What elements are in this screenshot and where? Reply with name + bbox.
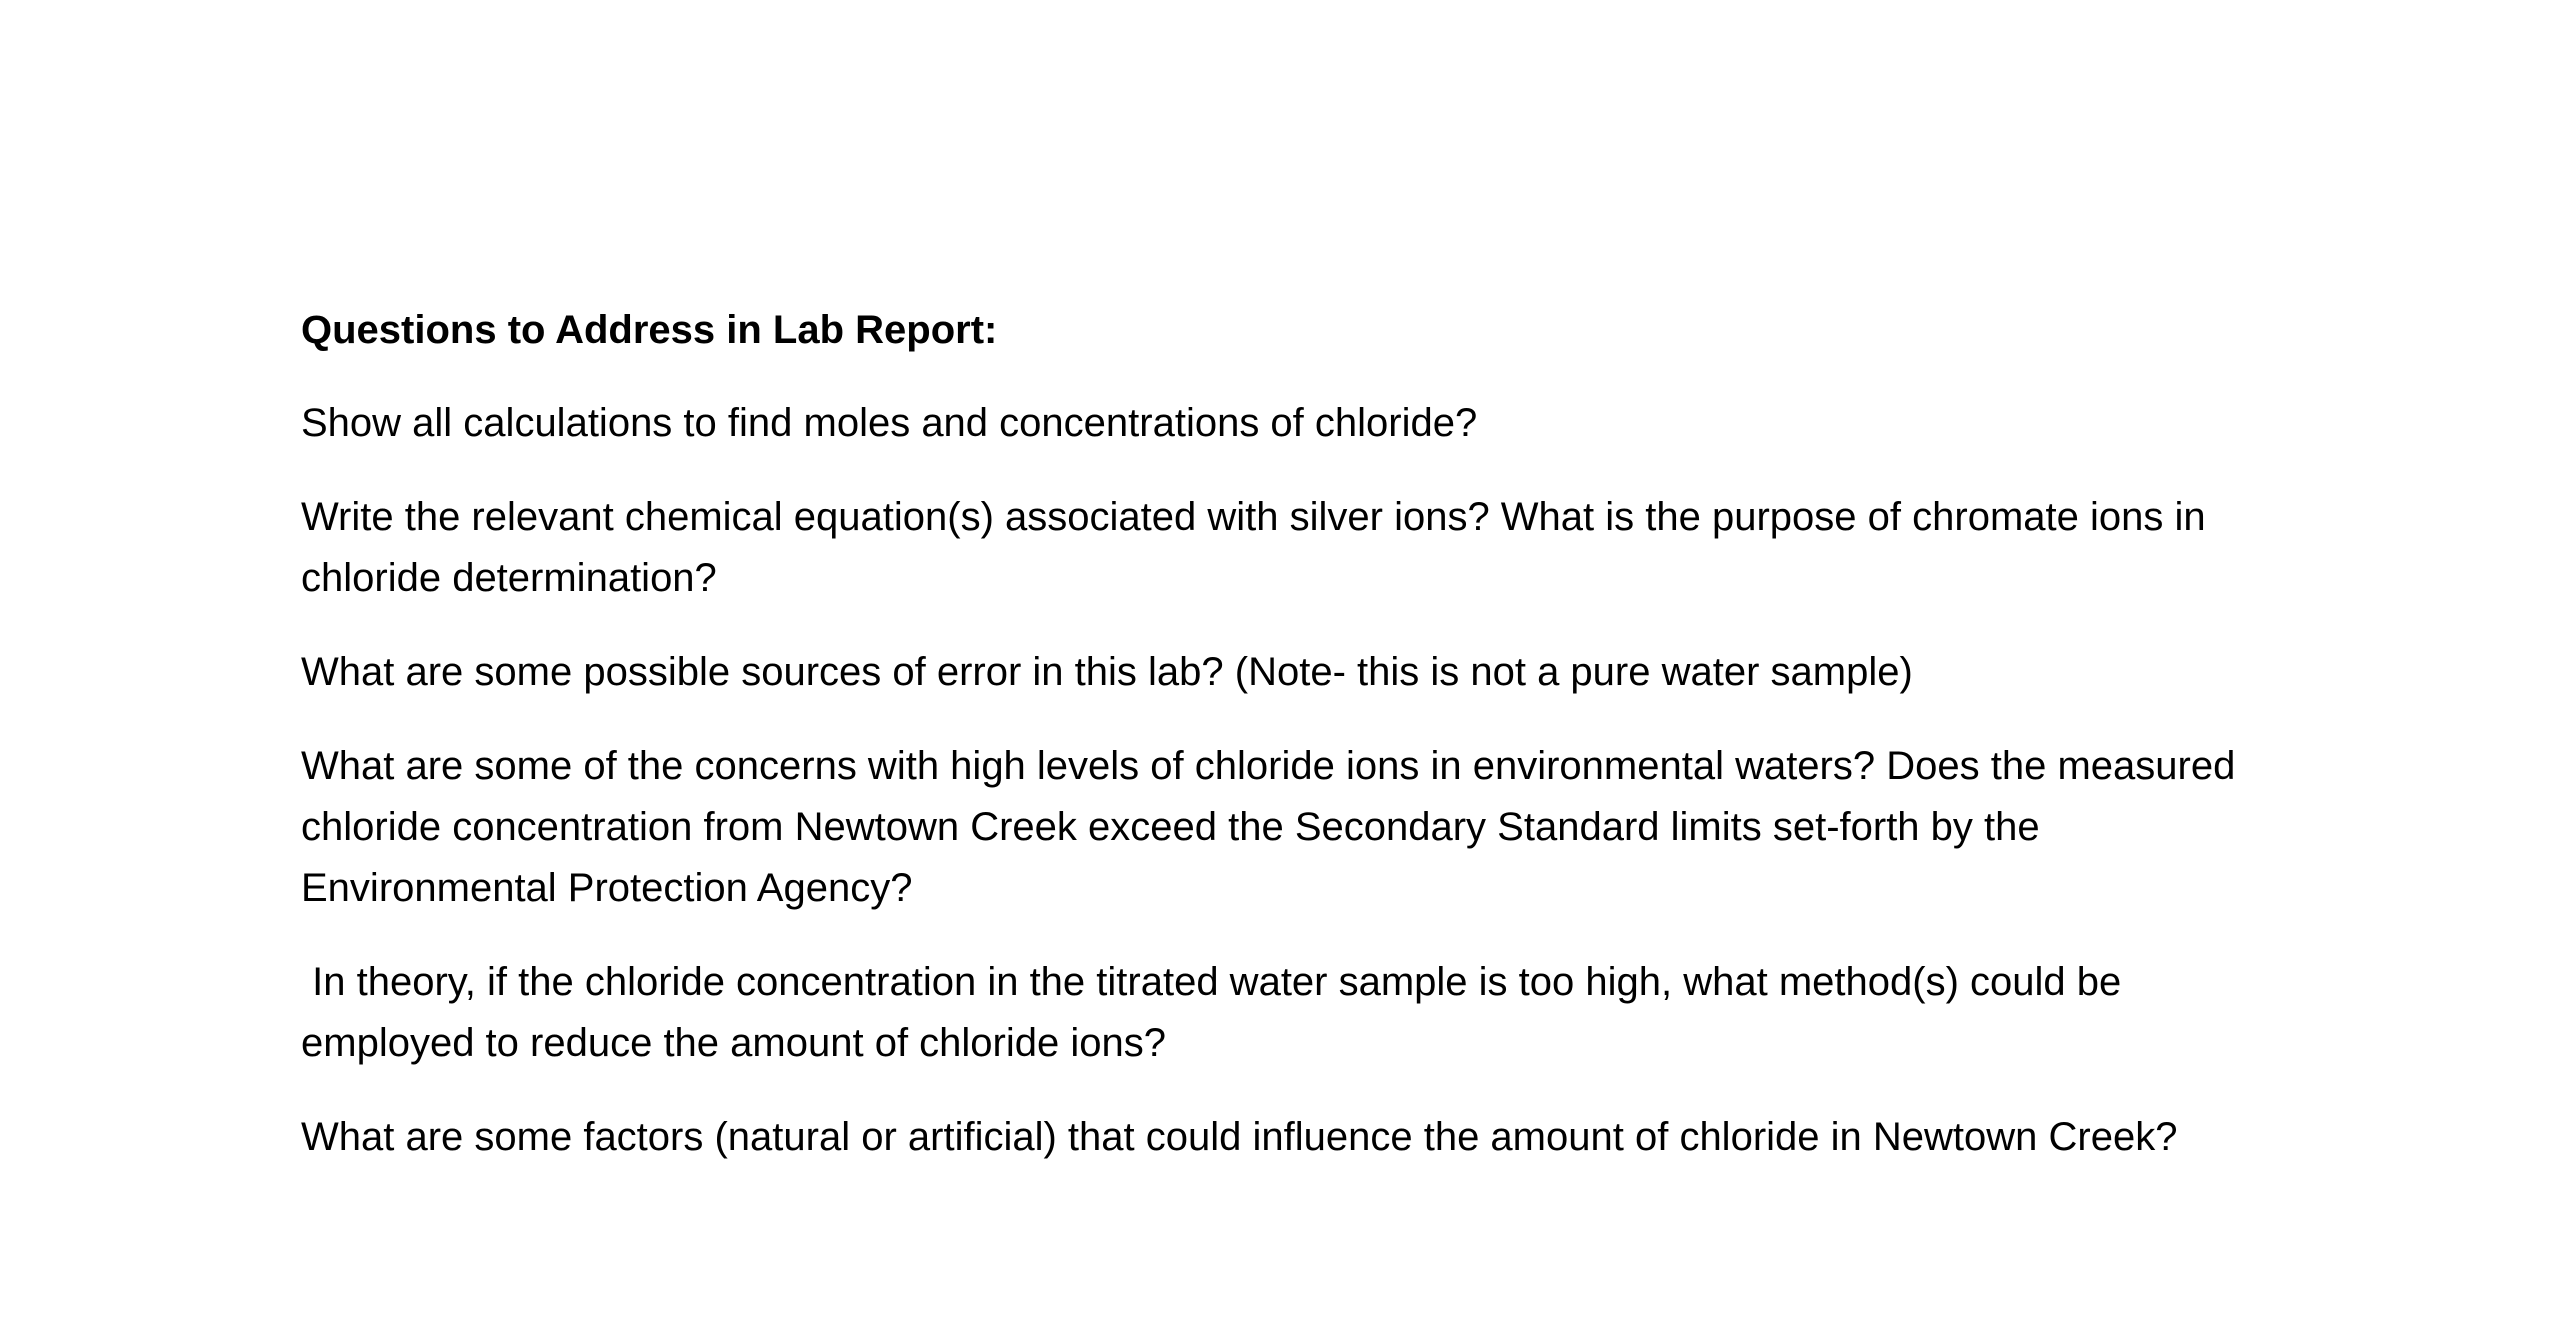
question-3: What are some possible sources of error in this lab? (Note- this is not a pure water sample) bbox=[301, 650, 1913, 694]
section-heading: Questions to Address in Lab Report: bbox=[301, 308, 998, 352]
question-4: What are some of the concerns with high levels of chloride ions in environmental waters? Does the measured chloride concentration from Newtown Creek exceed the Secondary Standard limits set-forth by the Environmental Protection Agency? bbox=[301, 744, 2236, 910]
question-2: Write the relevant chemical equation(s) associated with silver ions? What is the purpose of chromate ions in chloride determination? bbox=[301, 495, 2206, 600]
question-5: In theory, if the chloride concentration in the titrated water sample is too high, what method(s) could be employed to reduce the amount of chloride ions? bbox=[301, 960, 2133, 1065]
document-body bbox=[301, 300, 2261, 1201]
question-1: Show all calculations to find moles and concentrations of chloride? bbox=[301, 401, 1478, 445]
question-6: What are some factors (natural or artificial) that could influence the amount of chloride in Newtown Creek? bbox=[301, 1115, 2178, 1159]
